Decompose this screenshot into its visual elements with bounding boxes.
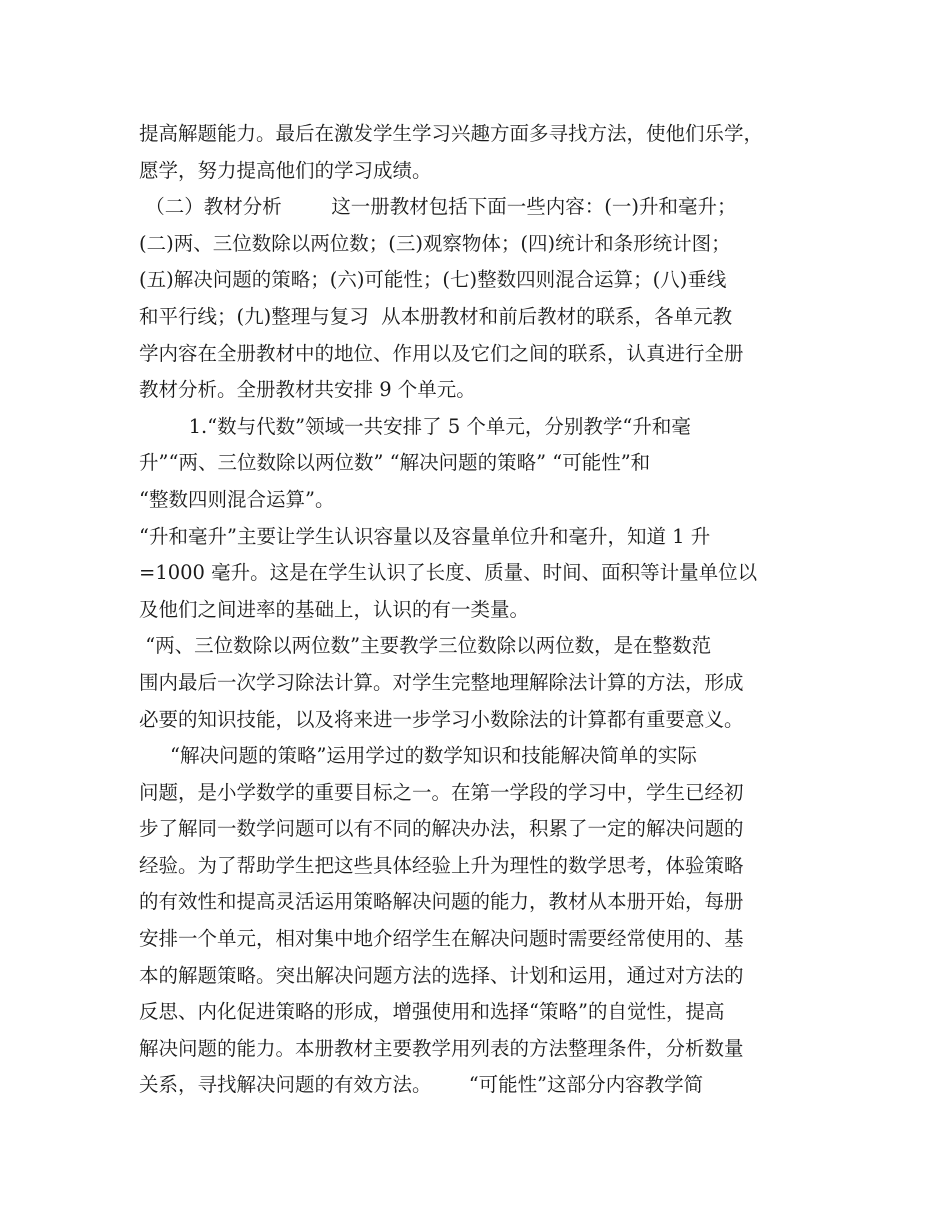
text-line: “升和毫升”主要让学生认识容量以及容量单位升和毫升，知道 1 升 [139,524,711,548]
text-line: 及他们之间进率的基础上，认识的有一类量。 [139,597,530,621]
text-line: 安排一个单元，相对集中地介绍学生在解决问题时需要经常使用的、基 [139,927,744,951]
text-line: 围内最后一次学习除法计算。对学生完整地理解除法计算的方法，形成 [139,670,744,694]
text-line: “两、三位数除以两位数”主要教学三位数除以两位数，是在整数范 [139,634,712,658]
text-line: 升”“两、三位数除以两位数” “解决问题的策略” “可能性”和 [139,451,651,475]
text-line: 1.“数与代数”领域一共安排了 5 个单元，分别教学“升和毫 [139,414,691,438]
text-line: 提高解题能力。最后在激发学生学习兴趣方面多寻找方法，使他们乐学， [139,122,764,145]
text-line: (五)解决问题的策略；(六)可能性；(七)整数四则混合运算；(八)垂线 [139,268,727,292]
text-line: （二）教材分析 这一册教材包括下面一些内容：(一)升和毫升； [139,195,737,219]
text-line: 解决问题的能力。本册教材主要教学用列表的方法整理条件，分析数量 [139,1036,744,1060]
text-line: (二)两、三位数除以两位数；(三)观察物体；(四)统计和条形统计图； [139,231,731,255]
text-line: 关系，寻找解决问题的有效方法。 “可能性”这部分内容教学简 [139,1073,704,1097]
text-line: 必要的知识技能，以及将来进一步学习小数除法的计算都有重要意义。 [139,707,744,731]
text-line: 本的解题策略。突出解决问题方法的选择、计划和运用，通过对方法的 [139,963,744,987]
text-line: 和平行线；(九)整理与复习 从本册教材和前后教材的联系，各单元教 [139,304,733,328]
text-line: 步了解同一数学问题可以有不同的解决办法，积累了一定的解决问题的 [139,817,744,841]
text-line: 的有效性和提高灵活运用策略解决问题的能力，教材从本册开始，每册 [139,890,744,914]
text-line: 问题，是小学数学的重要目标之一。在第一学段的学习中，学生已经初 [139,780,744,804]
body-text [139,116,819,1104]
text-line: “解决问题的策略”运用学过的数学知识和技能解决简单的实际 [139,744,697,768]
text-line: 学内容在全册教材中的地位、作用以及它们之间的联系，认真进行全册 [139,341,744,365]
text-line: 愿学，努力提高他们的学习成绩。 [139,158,432,182]
text-line: 反思、内化促进策略的形成，增强使用和选择“策略”的自觉性，提高 [139,1000,725,1024]
text-line: 经验。为了帮助学生把这些具体经验上升为理性的数学思考，体验策略 [139,853,744,877]
text-line: =1000 毫升。这是在学生认识了长度、质量、时间、面积等计量单位以 [139,561,758,585]
text-line: 教材分析。全册教材共安排 9 个单元。 [139,378,476,402]
text-line: “整数四则混合运算”。 [139,487,335,511]
